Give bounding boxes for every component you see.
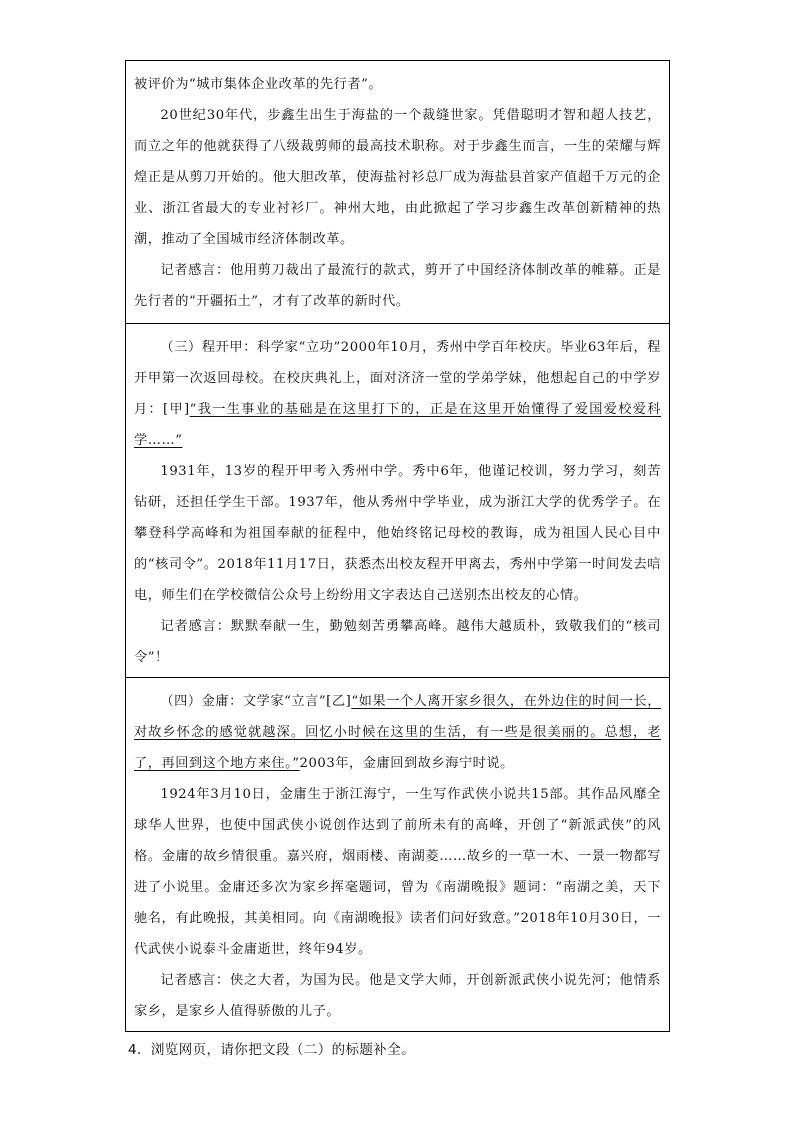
quote-yi-underlined: “如果一个人离开家乡很久，在外边住的时间一长，对故乡怀念的感觉就越深。回忆小时候在这里的生活，有一些是很美丽的。总想，老了，再回到这个地方来住。” [134, 694, 662, 771]
section-jin-yong [126, 678, 669, 1031]
section-bu-xinsheng [126, 61, 669, 324]
paragraph: 1924年3月10日，金庸生于浙江海宁，一生写作武侠小说共15部。其作品风靡全球华人世界，也使中国武侠小说创作达到了前所未有的高峰，开创了“新派武侠”的风格。金庸的故乡情很重。嘉兴府，烟雨楼、南湖菱……故乡的一草一木、一景一物都写进了小说里。金庸还多次为家乡挥毫题词，曾为《南湖晚报》题词：“南湖之美，天下驰名，有此晚报，其美相同。向《南湖晚报》读者们问好致意。”2018年10月30日，一代武侠小说泰斗金庸逝世，终年94岁。 [134, 787, 661, 957]
question-4: 4．浏览网页，请你把文段（二）的标题补全。 [128, 1042, 415, 1058]
reporter-comment: 记者感言：他用剪刀裁出了最流行的款式，剪开了中国经济体制改革的帷幕。正是先行者的“开疆拓土”，才有了改革的新时代。 [134, 263, 661, 309]
reporter-comment: 记者感言：默默奉献一生，勤勉刻苦勇攀高峰。越伟大越质朴，致敬我们的“核司令”！ [134, 619, 661, 665]
article-table [125, 60, 670, 1032]
section-intro [134, 686, 661, 779]
intro-text: （三）程开甲：科学家“立功”2000年10月，秀州中学百年校庆。毕业63年后，程开甲第一次返回母校。在校庆典礼上，面对济济一堂的学弟学妹，他想起自己的中学岁月：[甲] [134, 340, 661, 417]
intro-tail: 2003年，金庸回到故乡海宁时说。 [299, 756, 514, 771]
paragraph: 1931年，13岁的程开甲考入秀州中学。秀中6年，他谨记校训，努力学习，刻苦钻研，还担任学生干部。1937年，他从秀州中学毕业，成为浙江大学的优秀学子。在攀登科学高峰和为祖国奉献的征程中，他始终铭记母校的教诲，成为祖国人民心目中的“核司令”。2018年11月17日，获悉杰出校友程开甲离去，秀州中学第一时间发去唁电，师生们在学校微信公众号上纷纷用文字表达自己送别杰出校友的心情。 [134, 464, 661, 603]
paragraph: 20世纪30年代，步鑫生出生于海盐的一个裁缝世家。凭借聪明才智和超人技艺，而立之年的他就获得了八级裁剪师的最高技术职称。对于步鑫生而言，一生的荣耀与辉煌正是从剪刀开始的。他大胆改革，使海盐衬衫总厂成为海盐县首家产值超千万元的企业、浙江省最大的专业衬衫厂。神州大地，由此掀起了学习步鑫生改革创新精神的热潮，推动了全国城市经济体制改革。 [134, 108, 661, 247]
reporter-comment: 记者感言：侠之大者，为国为民。他是文学大师，开创新派武侠小说先河；他情系家乡，是家乡人值得骄傲的儿子。 [134, 973, 661, 1019]
intro-text: （四）金庸：文学家“立言”[乙] [160, 694, 352, 709]
section-cheng-kaijia [126, 324, 669, 678]
quote-jia-underlined: “我一生事业的基础是在这里打下的，正是在这里开始懂得了爱国爱校爱科学……” [134, 402, 662, 448]
paragraph: 被评价为“城市集体企业改革的先行者”。 [134, 77, 383, 92]
section-intro [134, 332, 661, 456]
